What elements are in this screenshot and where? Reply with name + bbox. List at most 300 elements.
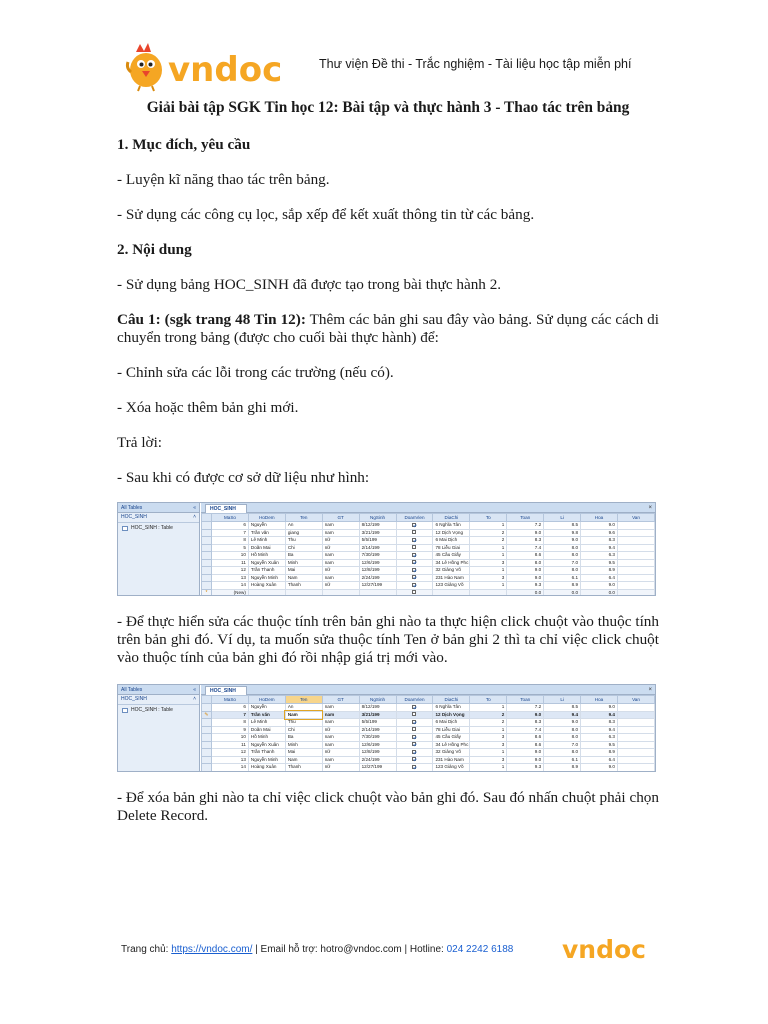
table-cell[interactable]: 8.6 bbox=[507, 741, 544, 749]
table-cell[interactable]: Lê Minh bbox=[248, 537, 285, 545]
doanvien-checkbox-cell[interactable] bbox=[396, 559, 433, 567]
table-cell[interactable]: 9.0 bbox=[581, 522, 618, 530]
table-cell[interactable]: 10 bbox=[212, 734, 249, 742]
column-header[interactable]: Van bbox=[617, 696, 654, 704]
table-cell[interactable]: Hồ Minh bbox=[248, 734, 285, 742]
table-cell[interactable]: 9.0 bbox=[544, 719, 581, 727]
table-row[interactable] bbox=[202, 522, 655, 530]
doanvien-checkbox-cell[interactable] bbox=[396, 544, 433, 552]
tab-hoc-sinh[interactable]: HOC_SINH bbox=[205, 504, 247, 513]
footer-home-link[interactable]: https://vndoc.com/ bbox=[171, 944, 253, 955]
row-selector[interactable] bbox=[202, 704, 212, 712]
doanvien-checkbox-cell[interactable] bbox=[396, 567, 433, 575]
doanvien-checkbox-cell[interactable] bbox=[396, 749, 433, 757]
table-cell[interactable]: 9.6 bbox=[581, 529, 618, 537]
table-cell[interactable] bbox=[617, 589, 654, 596]
checkbox[interactable] bbox=[412, 575, 416, 579]
table-cell[interactable] bbox=[617, 552, 654, 560]
table-cell[interactable]: 7 bbox=[212, 711, 249, 719]
table-cell[interactable]: 1 bbox=[470, 544, 507, 552]
table-cell[interactable]: 1 bbox=[470, 582, 507, 590]
nav-pane-header[interactable]: All Tables « bbox=[118, 685, 199, 695]
table-cell[interactable]: 6.3 bbox=[581, 734, 618, 742]
table-cell[interactable]: nam bbox=[322, 704, 359, 712]
table-cell[interactable]: 13 bbox=[212, 756, 249, 764]
table-cell[interactable]: 0.0 bbox=[581, 589, 618, 596]
table-row[interactable] bbox=[202, 749, 655, 757]
table-cell[interactable]: 9.8 bbox=[544, 529, 581, 537]
column-header[interactable]: Li bbox=[544, 696, 581, 704]
table-cell[interactable]: 8.0 bbox=[507, 559, 544, 567]
table-cell[interactable]: 8.3 bbox=[581, 537, 618, 545]
doanvien-checkbox-cell[interactable] bbox=[396, 529, 433, 537]
table-cell[interactable]: nam bbox=[322, 719, 359, 727]
table-cell[interactable]: 9.0 bbox=[507, 529, 544, 537]
table-cell[interactable]: 0.0 bbox=[507, 589, 544, 596]
checkbox[interactable] bbox=[412, 757, 416, 761]
table-cell[interactable]: nữ bbox=[322, 726, 359, 734]
row-selector[interactable] bbox=[202, 529, 212, 537]
table-cell[interactable]: 9.0 bbox=[507, 749, 544, 757]
table-cell[interactable]: 8.6 bbox=[507, 734, 544, 742]
table-cell[interactable]: nữ bbox=[322, 544, 359, 552]
table-cell[interactable]: 1 bbox=[470, 726, 507, 734]
checkbox[interactable] bbox=[412, 553, 416, 557]
table-cell[interactable] bbox=[617, 559, 654, 567]
table-cell[interactable]: 5/5/199 bbox=[359, 537, 396, 545]
column-header[interactable]: MaSo bbox=[212, 514, 249, 522]
table-cell[interactable]: Trần Thanh bbox=[248, 749, 285, 757]
checkbox[interactable] bbox=[412, 705, 416, 709]
doanvien-checkbox-cell[interactable] bbox=[396, 522, 433, 530]
checkbox[interactable] bbox=[412, 545, 416, 549]
table-cell[interactable]: Thanh bbox=[285, 764, 322, 772]
table-row[interactable] bbox=[202, 567, 655, 575]
table-cell[interactable]: 6 Mai Dịch bbox=[433, 719, 470, 727]
table-row[interactable] bbox=[202, 559, 655, 567]
close-icon[interactable]: × bbox=[648, 687, 652, 693]
table-cell[interactable]: 2/24/199 bbox=[359, 756, 396, 764]
table-cell[interactable]: 6 bbox=[212, 522, 249, 530]
table-cell[interactable] bbox=[617, 522, 654, 530]
doanvien-checkbox-cell[interactable] bbox=[396, 582, 433, 590]
column-header[interactable]: DoanVien bbox=[396, 514, 433, 522]
table-cell[interactable]: 2 bbox=[470, 719, 507, 727]
table-cell[interactable] bbox=[617, 529, 654, 537]
table-cell[interactable]: Ba bbox=[285, 552, 322, 560]
table-cell[interactable]: 12/6/199 bbox=[359, 741, 396, 749]
table-cell[interactable]: 8.5 bbox=[544, 522, 581, 530]
doanvien-checkbox-cell[interactable] bbox=[396, 552, 433, 560]
table-cell[interactable]: 3 bbox=[470, 741, 507, 749]
table-cell[interactable]: 8.0 bbox=[544, 544, 581, 552]
table-cell[interactable]: nam bbox=[322, 734, 359, 742]
table-cell[interactable]: 9.4 bbox=[544, 711, 581, 719]
table-row[interactable] bbox=[202, 552, 655, 560]
table-cell[interactable]: nam bbox=[322, 522, 359, 530]
checkbox[interactable] bbox=[412, 538, 416, 542]
table-cell[interactable]: 10 bbox=[212, 552, 249, 560]
doanvien-checkbox-cell[interactable] bbox=[396, 756, 433, 764]
table-cell[interactable]: 9.0 bbox=[507, 756, 544, 764]
table-cell[interactable]: 12 bbox=[212, 567, 249, 575]
table-cell[interactable]: 3 bbox=[470, 734, 507, 742]
checkbox[interactable] bbox=[412, 712, 416, 716]
table-cell[interactable]: 2 bbox=[470, 529, 507, 537]
checkbox[interactable] bbox=[412, 735, 416, 739]
table-cell[interactable]: 32 Giảng Võ bbox=[433, 567, 470, 575]
table-cell[interactable]: An bbox=[285, 522, 322, 530]
table-cell[interactable]: 11 bbox=[212, 741, 249, 749]
table-cell[interactable]: 9 bbox=[212, 726, 249, 734]
table-cell[interactable] bbox=[617, 582, 654, 590]
row-selector[interactable] bbox=[202, 567, 212, 575]
table-cell[interactable]: 8/12/199 bbox=[359, 522, 396, 530]
table-cell[interactable]: Thu bbox=[285, 719, 322, 727]
table-cell[interactable]: Doãn Mai bbox=[248, 544, 285, 552]
table-cell[interactable]: 1 bbox=[470, 764, 507, 772]
table-cell[interactable]: Nam bbox=[285, 711, 322, 719]
table-cell[interactable]: Ba bbox=[285, 734, 322, 742]
table-cell[interactable]: Nguyễn bbox=[248, 704, 285, 712]
tab-hoc-sinh[interactable]: HOC_SINH bbox=[205, 686, 247, 695]
doanvien-checkbox-cell[interactable] bbox=[396, 726, 433, 734]
column-header[interactable]: To bbox=[470, 696, 507, 704]
doanvien-checkbox-cell[interactable] bbox=[396, 574, 433, 582]
column-header[interactable]: Ten bbox=[285, 696, 322, 704]
table-cell[interactable]: nam bbox=[322, 574, 359, 582]
table-cell[interactable]: nữ bbox=[322, 764, 359, 772]
table-cell[interactable] bbox=[248, 589, 285, 596]
table-cell[interactable]: (New) bbox=[212, 589, 249, 596]
table-cell[interactable]: nam bbox=[322, 559, 359, 567]
table-cell[interactable]: nữ bbox=[322, 537, 359, 545]
table-cell[interactable]: 2/14/199 bbox=[359, 726, 396, 734]
table-cell[interactable] bbox=[617, 704, 654, 712]
table-cell[interactable] bbox=[617, 749, 654, 757]
table-cell[interactable]: 12 Dịch Vọng bbox=[433, 529, 470, 537]
table-cell[interactable]: nam bbox=[322, 552, 359, 560]
table-cell[interactable]: 6 Nghĩa Tân bbox=[433, 704, 470, 712]
table-cell[interactable]: Nguyễn Xuân bbox=[248, 559, 285, 567]
checkbox[interactable] bbox=[412, 568, 416, 572]
table-cell[interactable]: 2 bbox=[470, 711, 507, 719]
table-cell[interactable]: 7/30/199 bbox=[359, 552, 396, 560]
table-cell[interactable]: 9.5 bbox=[581, 741, 618, 749]
table-cell[interactable]: 3/21/199 bbox=[359, 711, 396, 719]
table-row[interactable] bbox=[202, 734, 655, 742]
table-cell[interactable]: Doãn Mai bbox=[248, 726, 285, 734]
table-cell[interactable]: 8/12/199 bbox=[359, 704, 396, 712]
table-cell[interactable]: 0.0 bbox=[544, 589, 581, 596]
table-cell[interactable]: 9.4 bbox=[581, 544, 618, 552]
table-cell[interactable]: Nguyễn Xuân bbox=[248, 741, 285, 749]
table-cell[interactable]: 11 bbox=[212, 559, 249, 567]
table-cell[interactable] bbox=[433, 589, 470, 596]
table-row[interactable] bbox=[202, 764, 655, 772]
table-cell[interactable]: 8.9 bbox=[544, 582, 581, 590]
row-selector[interactable] bbox=[202, 537, 212, 545]
table-cell[interactable]: 5 bbox=[212, 544, 249, 552]
table-cell[interactable]: 8.6 bbox=[507, 552, 544, 560]
nav-group[interactable]: HOC_SINH ˄ bbox=[118, 513, 199, 523]
table-row[interactable] bbox=[202, 704, 655, 712]
table-cell[interactable]: 45 Cầu Giấy bbox=[433, 734, 470, 742]
nav-item-table[interactable]: HOC_SINH : Table bbox=[118, 705, 199, 715]
row-selector[interactable] bbox=[202, 734, 212, 742]
table-cell[interactable]: 7.0 bbox=[544, 741, 581, 749]
row-selector[interactable] bbox=[202, 552, 212, 560]
nav-pane-header[interactable]: All Tables « bbox=[118, 503, 199, 513]
table-cell[interactable]: 12 Dịch Vọng bbox=[433, 711, 470, 719]
table-cell[interactable] bbox=[617, 537, 654, 545]
row-selector[interactable] bbox=[202, 764, 212, 772]
row-selector[interactable] bbox=[202, 544, 212, 552]
table-cell[interactable]: 3 bbox=[470, 574, 507, 582]
table-cell[interactable]: 7.4 bbox=[507, 544, 544, 552]
doanvien-checkbox-cell[interactable] bbox=[396, 719, 433, 727]
row-selector[interactable] bbox=[202, 574, 212, 582]
table-cell[interactable]: 7.2 bbox=[507, 522, 544, 530]
table-cell[interactable]: 6 Nghĩa Tân bbox=[433, 522, 470, 530]
row-selector[interactable] bbox=[202, 719, 212, 727]
table-cell[interactable]: 2/14/199 bbox=[359, 544, 396, 552]
table-cell[interactable]: 12/8/199 bbox=[359, 749, 396, 757]
table-cell[interactable]: 2/24/199 bbox=[359, 574, 396, 582]
close-icon[interactable]: × bbox=[648, 505, 652, 511]
table-cell[interactable]: 12 bbox=[212, 749, 249, 757]
table-cell[interactable]: 8.3 bbox=[507, 537, 544, 545]
table-cell[interactable]: 8.3 bbox=[507, 719, 544, 727]
row-selector[interactable] bbox=[202, 741, 212, 749]
table-cell[interactable]: 3/21/199 bbox=[359, 529, 396, 537]
checkbox[interactable] bbox=[412, 560, 416, 564]
checkbox[interactable] bbox=[412, 583, 416, 587]
row-selector[interactable] bbox=[202, 749, 212, 757]
table-cell[interactable] bbox=[617, 726, 654, 734]
new-record-row[interactable] bbox=[202, 589, 655, 596]
table-cell[interactable]: 12/27/199 bbox=[359, 764, 396, 772]
table-cell[interactable]: 231 Hào Nam bbox=[433, 574, 470, 582]
doanvien-checkbox-cell[interactable] bbox=[396, 734, 433, 742]
nav-group[interactable]: HOC_SINH ˄ bbox=[118, 695, 199, 705]
table-cell[interactable]: Nam bbox=[285, 756, 322, 764]
table-cell[interactable]: Minh bbox=[285, 741, 322, 749]
table-cell[interactable]: 8.0 bbox=[544, 749, 581, 757]
table-cell[interactable]: 123 Giảng Võ bbox=[433, 582, 470, 590]
table-cell[interactable]: nam bbox=[322, 529, 359, 537]
table-cell[interactable]: 6.4 bbox=[581, 756, 618, 764]
table-cell[interactable]: Trần văn bbox=[248, 711, 285, 719]
table-cell[interactable]: 3 bbox=[470, 756, 507, 764]
table-cell[interactable]: 8.0 bbox=[544, 552, 581, 560]
row-selector[interactable] bbox=[202, 559, 212, 567]
doanvien-checkbox-cell[interactable] bbox=[396, 589, 433, 596]
table-cell[interactable]: Trần Thanh bbox=[248, 567, 285, 575]
table-cell[interactable]: 8 bbox=[212, 719, 249, 727]
table-cell[interactable]: 1 bbox=[470, 749, 507, 757]
table-cell[interactable]: Minh bbox=[285, 559, 322, 567]
table-cell[interactable]: Nguyễn Minh bbox=[248, 574, 285, 582]
table-cell[interactable]: 9.5 bbox=[581, 559, 618, 567]
column-header[interactable]: Van bbox=[617, 514, 654, 522]
table-cell[interactable] bbox=[322, 589, 359, 596]
doanvien-checkbox-cell[interactable] bbox=[396, 764, 433, 772]
checkbox[interactable] bbox=[412, 530, 416, 534]
table-cell[interactable] bbox=[617, 567, 654, 575]
column-header[interactable]: Toan bbox=[507, 696, 544, 704]
table-cell[interactable]: 8.9 bbox=[581, 567, 618, 575]
column-header[interactable]: DiaChi bbox=[433, 696, 470, 704]
table-cell[interactable]: 123 Giảng Võ bbox=[433, 764, 470, 772]
checkbox[interactable] bbox=[412, 765, 416, 769]
column-header[interactable]: NgSinh bbox=[359, 514, 396, 522]
table-row[interactable] bbox=[202, 726, 655, 734]
table-cell[interactable]: 6 bbox=[212, 704, 249, 712]
table-cell[interactable]: 12/27/199 bbox=[359, 582, 396, 590]
table-cell[interactable]: Trần văn bbox=[248, 529, 285, 537]
table-cell[interactable]: Mai bbox=[285, 749, 322, 757]
table-cell[interactable] bbox=[617, 719, 654, 727]
table-cell[interactable]: Hoàng Xuân bbox=[248, 582, 285, 590]
table-cell[interactable]: giang bbox=[285, 529, 322, 537]
table-cell[interactable]: 9.0 bbox=[544, 537, 581, 545]
row-selector[interactable] bbox=[202, 726, 212, 734]
column-header[interactable]: HoDem bbox=[248, 696, 285, 704]
table-cell[interactable]: 7 bbox=[212, 529, 249, 537]
table-cell[interactable]: 8.3 bbox=[581, 719, 618, 727]
table-cell[interactable]: 8.0 bbox=[544, 734, 581, 742]
table-cell[interactable]: Thu bbox=[285, 537, 322, 545]
column-header[interactable]: Ten bbox=[285, 514, 322, 522]
column-header[interactable]: To bbox=[470, 514, 507, 522]
table-cell[interactable]: 1 bbox=[470, 522, 507, 530]
column-header[interactable]: Toan bbox=[507, 514, 544, 522]
table-cell[interactable]: 45 Cầu Giấy bbox=[433, 552, 470, 560]
column-header[interactable]: DoanVien bbox=[396, 696, 433, 704]
column-header[interactable]: MaSo bbox=[212, 696, 249, 704]
table-cell[interactable]: nam bbox=[322, 741, 359, 749]
table-cell[interactable]: 9.0 bbox=[507, 711, 544, 719]
checkbox[interactable] bbox=[412, 727, 416, 731]
table-cell[interactable] bbox=[285, 589, 322, 596]
table-cell[interactable]: 9.4 bbox=[581, 726, 618, 734]
table-cell[interactable]: 13 bbox=[212, 574, 249, 582]
table-cell[interactable]: 8.0 bbox=[544, 726, 581, 734]
table-cell[interactable] bbox=[617, 544, 654, 552]
select-all-cell[interactable] bbox=[202, 514, 212, 522]
table-cell[interactable]: 5/5/199 bbox=[359, 719, 396, 727]
table-cell[interactable]: Chi bbox=[285, 544, 322, 552]
table-cell[interactable]: 9.3 bbox=[507, 764, 544, 772]
doanvien-checkbox-cell[interactable] bbox=[396, 711, 433, 719]
column-header[interactable]: GT bbox=[322, 696, 359, 704]
table-cell[interactable]: 9.3 bbox=[507, 582, 544, 590]
table-cell[interactable]: 78 Liễu Giai bbox=[433, 544, 470, 552]
table-cell[interactable]: 7.4 bbox=[507, 726, 544, 734]
nav-item-table[interactable]: HOC_SINH : Table bbox=[118, 523, 199, 533]
table-cell[interactable]: nam bbox=[322, 711, 359, 719]
table-row[interactable] bbox=[202, 582, 655, 590]
column-header[interactable]: Hoa bbox=[581, 696, 618, 704]
table-cell[interactable]: 32 Giảng Võ bbox=[433, 749, 470, 757]
table-cell[interactable]: 34 Lê Hồng Phc bbox=[433, 741, 470, 749]
table-cell[interactable]: 231 Hào Nam bbox=[433, 756, 470, 764]
table-cell[interactable]: Thanh bbox=[285, 582, 322, 590]
table-cell[interactable]: 8 bbox=[212, 537, 249, 545]
row-selector[interactable] bbox=[202, 756, 212, 764]
row-selector[interactable] bbox=[202, 582, 212, 590]
footer-vndoc-logo[interactable] bbox=[562, 935, 657, 963]
checkbox[interactable] bbox=[412, 523, 416, 527]
table-cell[interactable]: 12/8/199 bbox=[359, 567, 396, 575]
column-header[interactable]: GT bbox=[322, 514, 359, 522]
column-header[interactable]: Hoa bbox=[581, 514, 618, 522]
table-cell[interactable]: 3 bbox=[470, 559, 507, 567]
table-cell[interactable]: 6.3 bbox=[581, 552, 618, 560]
row-selector[interactable] bbox=[202, 711, 212, 719]
checkbox[interactable] bbox=[412, 590, 416, 594]
select-all-cell[interactable] bbox=[202, 696, 212, 704]
table-cell[interactable]: 12/6/199 bbox=[359, 559, 396, 567]
table-cell[interactable] bbox=[617, 756, 654, 764]
table-cell[interactable]: 6.1 bbox=[544, 756, 581, 764]
table-cell[interactable]: 8.0 bbox=[544, 567, 581, 575]
table-cell[interactable]: 78 Liễu Giai bbox=[433, 726, 470, 734]
table-cell[interactable]: nữ bbox=[322, 749, 359, 757]
table-cell[interactable] bbox=[617, 741, 654, 749]
checkbox[interactable] bbox=[412, 750, 416, 754]
table-cell[interactable]: 9.0 bbox=[507, 574, 544, 582]
table-cell[interactable] bbox=[617, 734, 654, 742]
table-row[interactable] bbox=[202, 756, 655, 764]
table-row[interactable] bbox=[202, 711, 655, 719]
table-row[interactable] bbox=[202, 529, 655, 537]
table-cell[interactable]: 7.0 bbox=[544, 559, 581, 567]
table-cell[interactable]: 9.4 bbox=[581, 711, 618, 719]
table-cell[interactable]: Hoàng Xuân bbox=[248, 764, 285, 772]
column-header[interactable]: Li bbox=[544, 514, 581, 522]
table-cell[interactable]: 8.9 bbox=[581, 749, 618, 757]
row-selector[interactable] bbox=[202, 522, 212, 530]
doanvien-checkbox-cell[interactable] bbox=[396, 704, 433, 712]
doanvien-checkbox-cell[interactable] bbox=[396, 741, 433, 749]
table-cell[interactable]: 7.2 bbox=[507, 704, 544, 712]
table-cell[interactable]: 1 bbox=[470, 567, 507, 575]
table-cell[interactable] bbox=[617, 764, 654, 772]
table-cell[interactable] bbox=[470, 589, 507, 596]
table-cell[interactable]: Nguyễn Minh bbox=[248, 756, 285, 764]
table-row[interactable] bbox=[202, 544, 655, 552]
doanvien-checkbox-cell[interactable] bbox=[396, 537, 433, 545]
vndoc-logo[interactable] bbox=[124, 42, 300, 92]
table-row[interactable] bbox=[202, 574, 655, 582]
table-cell[interactable]: nữ bbox=[322, 567, 359, 575]
table-cell[interactable]: Mai bbox=[285, 567, 322, 575]
table-cell[interactable]: nam bbox=[322, 756, 359, 764]
table-cell[interactable]: 9.0 bbox=[507, 567, 544, 575]
table-cell[interactable]: 1 bbox=[470, 704, 507, 712]
table-row[interactable] bbox=[202, 741, 655, 749]
table-cell[interactable]: Lê Minh bbox=[248, 719, 285, 727]
table-cell[interactable]: 1 bbox=[470, 552, 507, 560]
table-cell[interactable]: 2 bbox=[470, 537, 507, 545]
table-cell[interactable]: 9.0 bbox=[581, 764, 618, 772]
checkbox[interactable] bbox=[412, 742, 416, 746]
column-header[interactable]: NgSinh bbox=[359, 696, 396, 704]
checkbox[interactable] bbox=[412, 720, 416, 724]
table-cell[interactable]: An bbox=[285, 704, 322, 712]
